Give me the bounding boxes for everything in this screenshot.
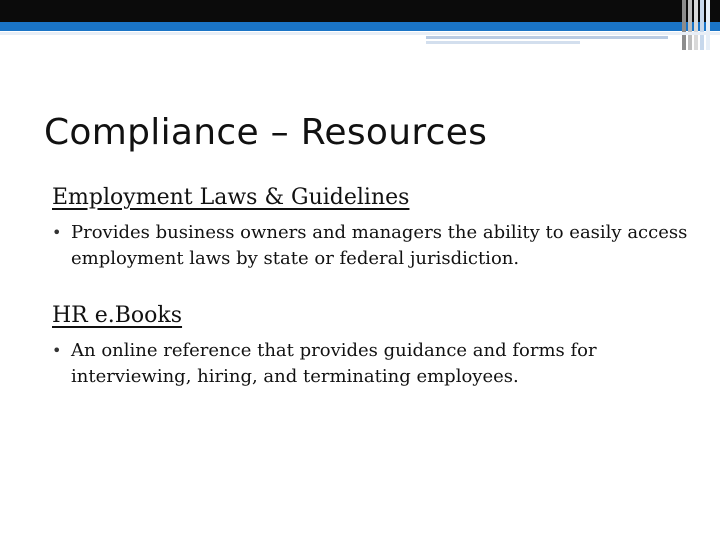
bullet-text: An online reference that provides guidance and forms for interviewing, hiring, and terminating employees. xyxy=(71,340,597,387)
section-employment-laws xyxy=(52,182,692,272)
bullet-text: Provides business owners and managers the ability to easily access employment laws by state or federal jurisdiction. xyxy=(71,222,688,269)
section-heading-link[interactable]: Employment Laws & Guidelines xyxy=(52,185,410,210)
bullet-item xyxy=(52,338,692,390)
bullet-item xyxy=(52,220,692,272)
stripe xyxy=(700,0,704,50)
accent-rule xyxy=(426,36,668,39)
top-band-dark xyxy=(0,0,720,22)
accent-rule xyxy=(0,32,720,35)
accent-rule xyxy=(426,41,580,44)
section-hr-ebooks xyxy=(52,300,692,390)
section-heading-link[interactable]: HR e.Books xyxy=(52,303,183,328)
slide-content xyxy=(52,182,692,390)
bullet-icon: • xyxy=(52,341,62,360)
corner-stripes xyxy=(680,0,720,50)
slide-title: Compliance – Resources xyxy=(44,112,488,153)
stripe xyxy=(688,0,692,50)
top-band-blue xyxy=(0,22,720,31)
stripe xyxy=(694,0,698,50)
stripe xyxy=(706,0,710,50)
bullet-icon: • xyxy=(52,223,62,242)
stripe xyxy=(682,0,686,50)
